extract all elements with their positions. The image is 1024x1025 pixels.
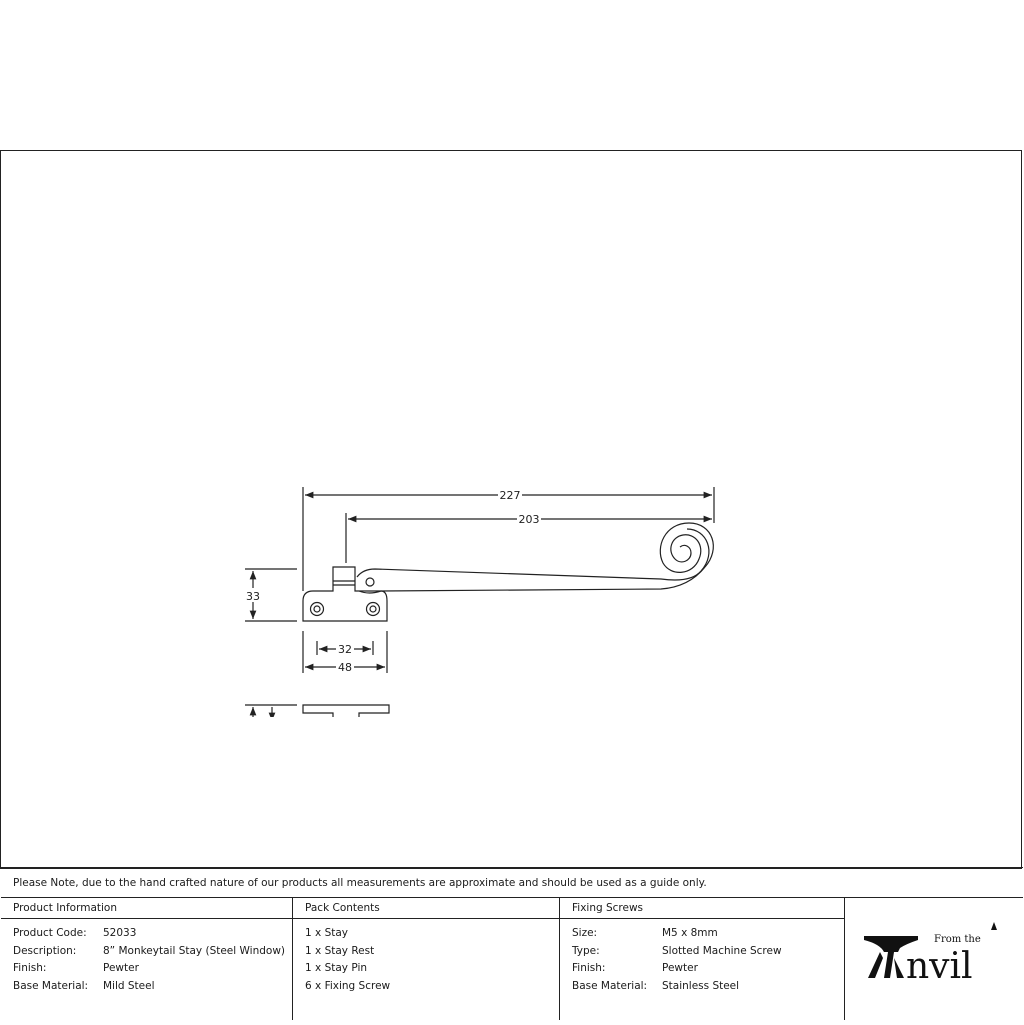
- dimension-labels: [198, 487, 741, 717]
- screw-row: Type: Slotted Machine Screw: [572, 944, 782, 957]
- info-row: Base Material: Mild Steel: [13, 979, 155, 992]
- pack-item: 1 x Stay Rest: [305, 944, 375, 957]
- logo-big-text: nvil: [906, 946, 973, 987]
- fixing-screws-column: [560, 898, 845, 1020]
- pack-contents-column: [293, 898, 560, 1020]
- disclaimer-note: Please Note, due to the hand crafted nature of our products all measurements are approximate and should be used as a guide only.: [1, 867, 1023, 897]
- stay-side-view: [303, 523, 713, 621]
- fixing-screws-header: Fixing Screws: [560, 898, 844, 919]
- screw-row: Size: M5 x 8mm: [572, 927, 718, 939]
- product-info-column: [1, 898, 293, 1020]
- pack-item: 1 x Stay: [305, 927, 348, 939]
- from-the-anvil-logo: [844, 898, 1023, 1021]
- product-info-header: Product Information: [1, 898, 292, 919]
- stay-plan-view: [303, 705, 711, 717]
- pack-item: 6 x Fixing Screw: [305, 979, 391, 992]
- anvil-logo-icon: [844, 898, 1023, 1021]
- info-row: Product Code: 52033: [13, 927, 137, 939]
- dim-32-stay: 32: [338, 643, 352, 656]
- dim-48: 48: [338, 661, 352, 674]
- pack-contents-header: Pack Contents: [293, 898, 559, 919]
- info-row: Finish: Pewter: [13, 962, 139, 974]
- pack-item: 1 x Stay Pin: [305, 962, 368, 974]
- screw-row: Finish: Pewter: [572, 962, 698, 974]
- stay-dimensions: [245, 487, 714, 673]
- drawing-sheet: [0, 150, 1022, 992]
- logo-small-text: From the: [934, 934, 981, 945]
- technical-drawing: [1, 151, 1021, 717]
- plan-dimensions: [245, 705, 301, 717]
- dim-227: 227: [499, 489, 521, 502]
- info-table: [1, 897, 1023, 1020]
- info-row: Description: 8” Monkeytail Stay (Steel Window): [13, 944, 286, 957]
- dim-33: 33: [246, 590, 260, 603]
- dim-203: 203: [518, 513, 540, 526]
- screw-row: Base Material: Stainless Steel: [572, 979, 740, 992]
